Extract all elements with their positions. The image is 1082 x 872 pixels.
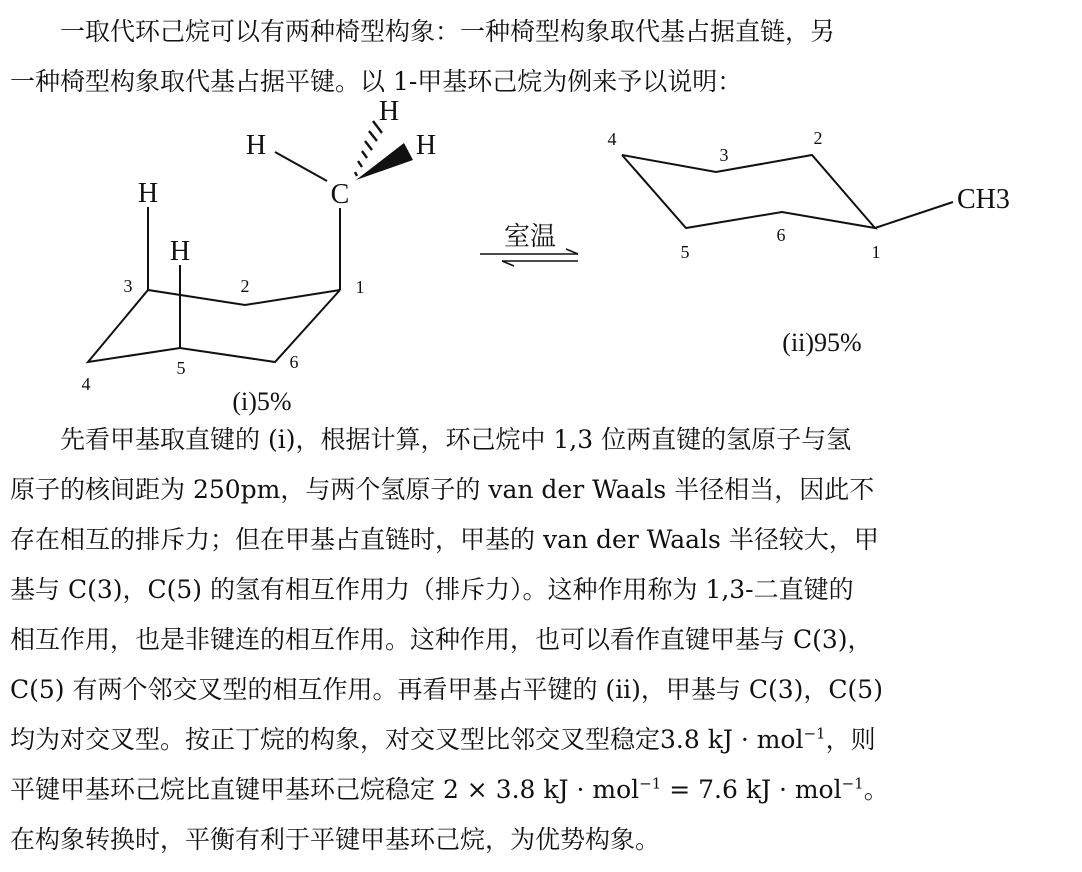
equatorial-methylcyclohexane-structure xyxy=(622,155,953,228)
c5-axial-h-label: H xyxy=(169,236,191,267)
left-ring-number-5: 5 xyxy=(176,358,186,378)
left-ring-number-3: 3 xyxy=(123,276,133,296)
body-line-7-text: 均为对交叉型。按正丁烷的构象，对交叉型比邻交叉型稳定3.8 kJ · mol xyxy=(10,725,804,754)
right-ring-number-2: 2 xyxy=(813,128,823,148)
methyl-substituent-label: CH3 xyxy=(957,184,1010,215)
axial-methylcyclohexane-structure xyxy=(88,152,340,362)
unit-exponent: −1 xyxy=(841,774,864,793)
body-line-6: C(5) 有两个邻交叉型的相互作用。再看甲基占平键的 (ii)，甲基与 C(3)，C(5) xyxy=(10,675,883,704)
right-c1-methyl-bond xyxy=(875,202,953,228)
body-line-7 xyxy=(10,720,876,756)
right-ring-number-4: 4 xyxy=(607,129,617,149)
c3-axial-h-label: H xyxy=(137,178,159,209)
right-ring-bonds xyxy=(622,155,875,228)
solid-wedge-bond xyxy=(356,143,413,180)
left-ring-number-2: 2 xyxy=(240,276,250,296)
methyl-h-right: H xyxy=(415,130,437,161)
methyl-carbon-label: C xyxy=(330,179,350,210)
body-line-3: 存在相互的排斥力；但在甲基占直链时，甲基的 van der Waals 半径较大，甲 xyxy=(10,525,879,554)
body-line-2: 原子的核间距为 250pm，与两个氢原子的 van der Waals 半径相当，因此不 xyxy=(10,475,875,504)
equilibrium-label: 室温 xyxy=(503,222,557,251)
body-line-8 xyxy=(10,770,889,806)
equilibrium-arrows xyxy=(480,249,578,266)
body-line-9: 在构象转换时，平衡有利于平键甲基环己烷，为优势构象。 xyxy=(10,825,661,854)
body-line-5: 相互作用，也是非键连的相互作用。这种作用，也可以看作直键甲基与 C(3)， xyxy=(10,625,873,654)
methyl-h-left: H xyxy=(245,130,267,161)
left-ring-number-1: 1 xyxy=(355,277,365,297)
body-line-4: 基与 C(3)，C(5) 的氢有相互作用力（排斥力）。这种作用称为 1,3-二直键的 xyxy=(10,575,854,604)
body-line-8-end: 。 xyxy=(863,775,889,804)
right-ring-number-3: 3 xyxy=(719,145,729,165)
left-ring-bonds xyxy=(88,290,340,362)
body-line-8-result: = 7.6 kJ · mol xyxy=(661,775,842,804)
right-ring-number-1: 1 xyxy=(871,242,881,262)
right-caption: (ii)95% xyxy=(782,328,862,357)
intro-line-2: 一种椅型构象取代基占据平键。以 1-甲基环己烷为例来予以说明： xyxy=(10,67,743,96)
unit-exponent: −1 xyxy=(803,724,826,743)
left-ring-number-4: 4 xyxy=(81,374,91,394)
methyl-h-top: H xyxy=(378,96,400,127)
body-line-1: 先看甲基取直键的 (i)，根据计算，环己烷中 1,3 位两直键的氢原子与氢 xyxy=(10,425,852,454)
body-line-7-end: ，则 xyxy=(825,725,876,754)
right-ring-number-5: 5 xyxy=(680,242,690,262)
right-ring-number-6: 6 xyxy=(776,225,786,245)
left-caption: (i)5% xyxy=(232,387,292,416)
body-line-8-text: 平键甲基环己烷比直键甲基环己烷稳定 2 × 3.8 kJ · mol xyxy=(10,775,640,804)
unit-exponent: −1 xyxy=(639,774,662,793)
left-ring-number-6: 6 xyxy=(289,352,299,372)
left-methyl-h-bond xyxy=(275,152,327,181)
conformation-figure xyxy=(0,0,1082,420)
intro-line-1: 一取代环己烷可以有两种椅型构象：一种椅型构象取代基占据直链，另 xyxy=(10,17,836,46)
